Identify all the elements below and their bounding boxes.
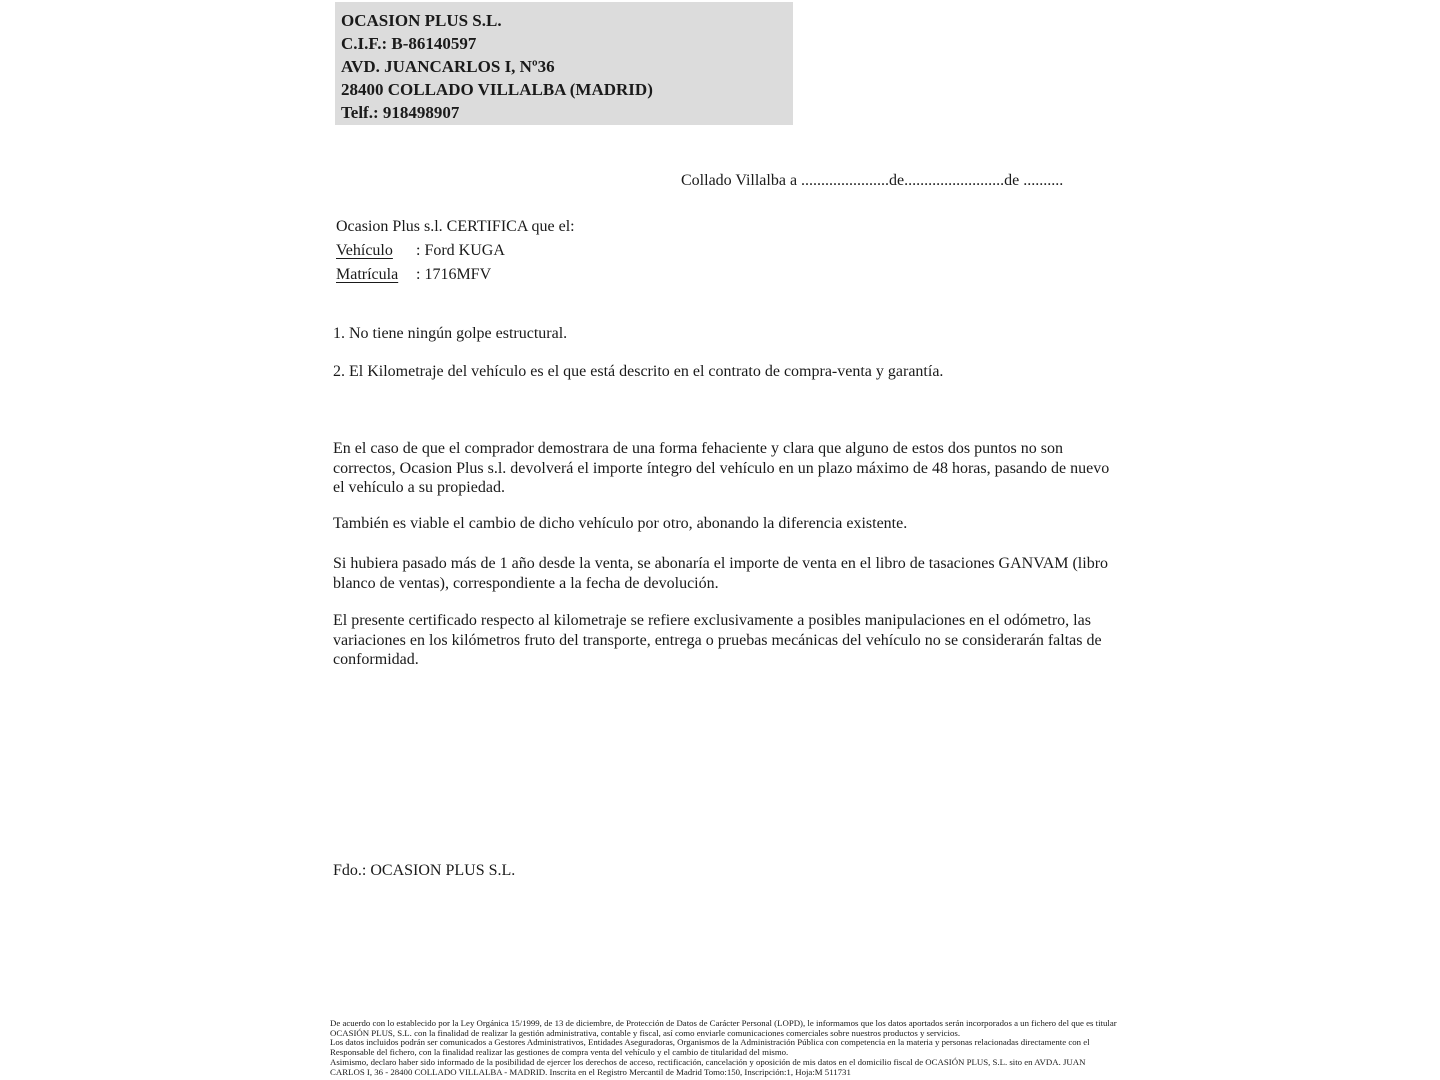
legal-line-5: Asimismo, declaro haber sido informado de la posibilidad de ejercer los derechos de acceso, rectificación, cancelación y oposición de mis datos en el domicilio fiscal de OCASIÓN PLUS, S.L. sito en AVDA. JUAN	[330, 1056, 1086, 1067]
legal-line-6: CARLOS I, 36 - 28400 COLLADO VILLALBA - MADRID. Inscrita en el Registro Mercantil de Madrid Tomo:150, Inscripción:1, Hoja:M 511731	[330, 1066, 851, 1077]
company-header-block	[335, 2, 793, 125]
date-line: Collado Villalba a ......................de.........................de ..........	[681, 172, 1064, 189]
legal-line-2: OCASIÓN PLUS, S.L. con la finalidad de realizar la gestión administrativa, contable y fiscal, así como enviarle comunicaciones comerciales sobre nuestros productos y servicios.	[330, 1027, 961, 1038]
certifica-heading: Ocasion Plus s.l. CERTIFICA que el:	[336, 218, 575, 235]
refund-paragraph: En el caso de que el comprador demostrara de una forma fehaciente y clara que alguno de estos dos puntos no son correctos, Ocasion Plus s.l. devolverá el importe íntegro del vehículo en un plazo máximo de 48 horas, pasando de nuevo el vehículo a su propiedad.	[333, 440, 1110, 496]
company-name: OCASION PLUS S.L.	[341, 11, 502, 30]
plate-label	[336, 263, 416, 287]
vehicle-label-text: Vehículo	[336, 242, 393, 259]
plate-value: : 1716MFV	[416, 266, 492, 283]
certified-point-1: 1. No tiene ningún golpe estructural.	[333, 325, 568, 342]
company-address: AVD. JUANCARLOS I, Nº36	[341, 57, 555, 76]
certified-point-2: 2. El Kilometraje del vehículo es el que está descrito en el contrato de compra-venta y garantía.	[333, 363, 944, 380]
vehicle-label	[336, 239, 416, 263]
legal-line-4: Responsable del fichero, con la finalidad realizar las gestiones de compra venta del vehículo y el cambio de titularidad del mismo.	[330, 1047, 789, 1058]
legal-line-1: De acuerdo con lo establecido por la Ley Orgánica 15/1999, de 13 de diciembre, de Protección de Datos de Carácter Personal (LOPD), le informamos que los datos aportados serán incorporados a un fichero del que es titular	[330, 1018, 1117, 1028]
odometer-paragraph: El presente certificado respecto al kilometraje se refiere exclusivamente a posibles manipulaciones en el odómetro, las variaciones en los kilómetros fruto del transporte, entrega o pruebas mecánicas del vehículo no se considerarán faltas de conformidad.	[333, 612, 1102, 668]
plate-row	[336, 263, 575, 287]
legal-line-3: Los datos incluidos podrán ser comunicados a Gestores Administrativos, Entidades Aseguradoras, Organismos de la Administración Pública con competencia en la materia y personas relacionadas directamente con el	[330, 1037, 1090, 1048]
certification-intro-block	[336, 215, 575, 287]
company-cif: C.I.F.: B-86140597	[341, 34, 477, 53]
company-phone: Telf.: 918498907	[341, 103, 460, 122]
signature-line: Fdo.: OCASION PLUS S.L.	[333, 862, 516, 879]
vehicle-value: : Ford KUGA	[416, 242, 505, 259]
legal-fine-print	[330, 1019, 1117, 1077]
ganvam-paragraph: Si hubiera pasado más de 1 año desde la venta, se abonaría el importe de venta en el libro de tasaciones GANVAM (libro blanco de ventas), correspondiente a la fecha de devolución.	[333, 555, 1109, 592]
plate-label-text: Matrícula	[336, 266, 399, 283]
company-city: 28400 COLLADO VILLALBA (MADRID)	[341, 80, 653, 99]
exchange-paragraph: También es viable el cambio de dicho vehículo por otro, abonando la diferencia existente.	[333, 515, 908, 532]
vehicle-row	[336, 239, 575, 263]
